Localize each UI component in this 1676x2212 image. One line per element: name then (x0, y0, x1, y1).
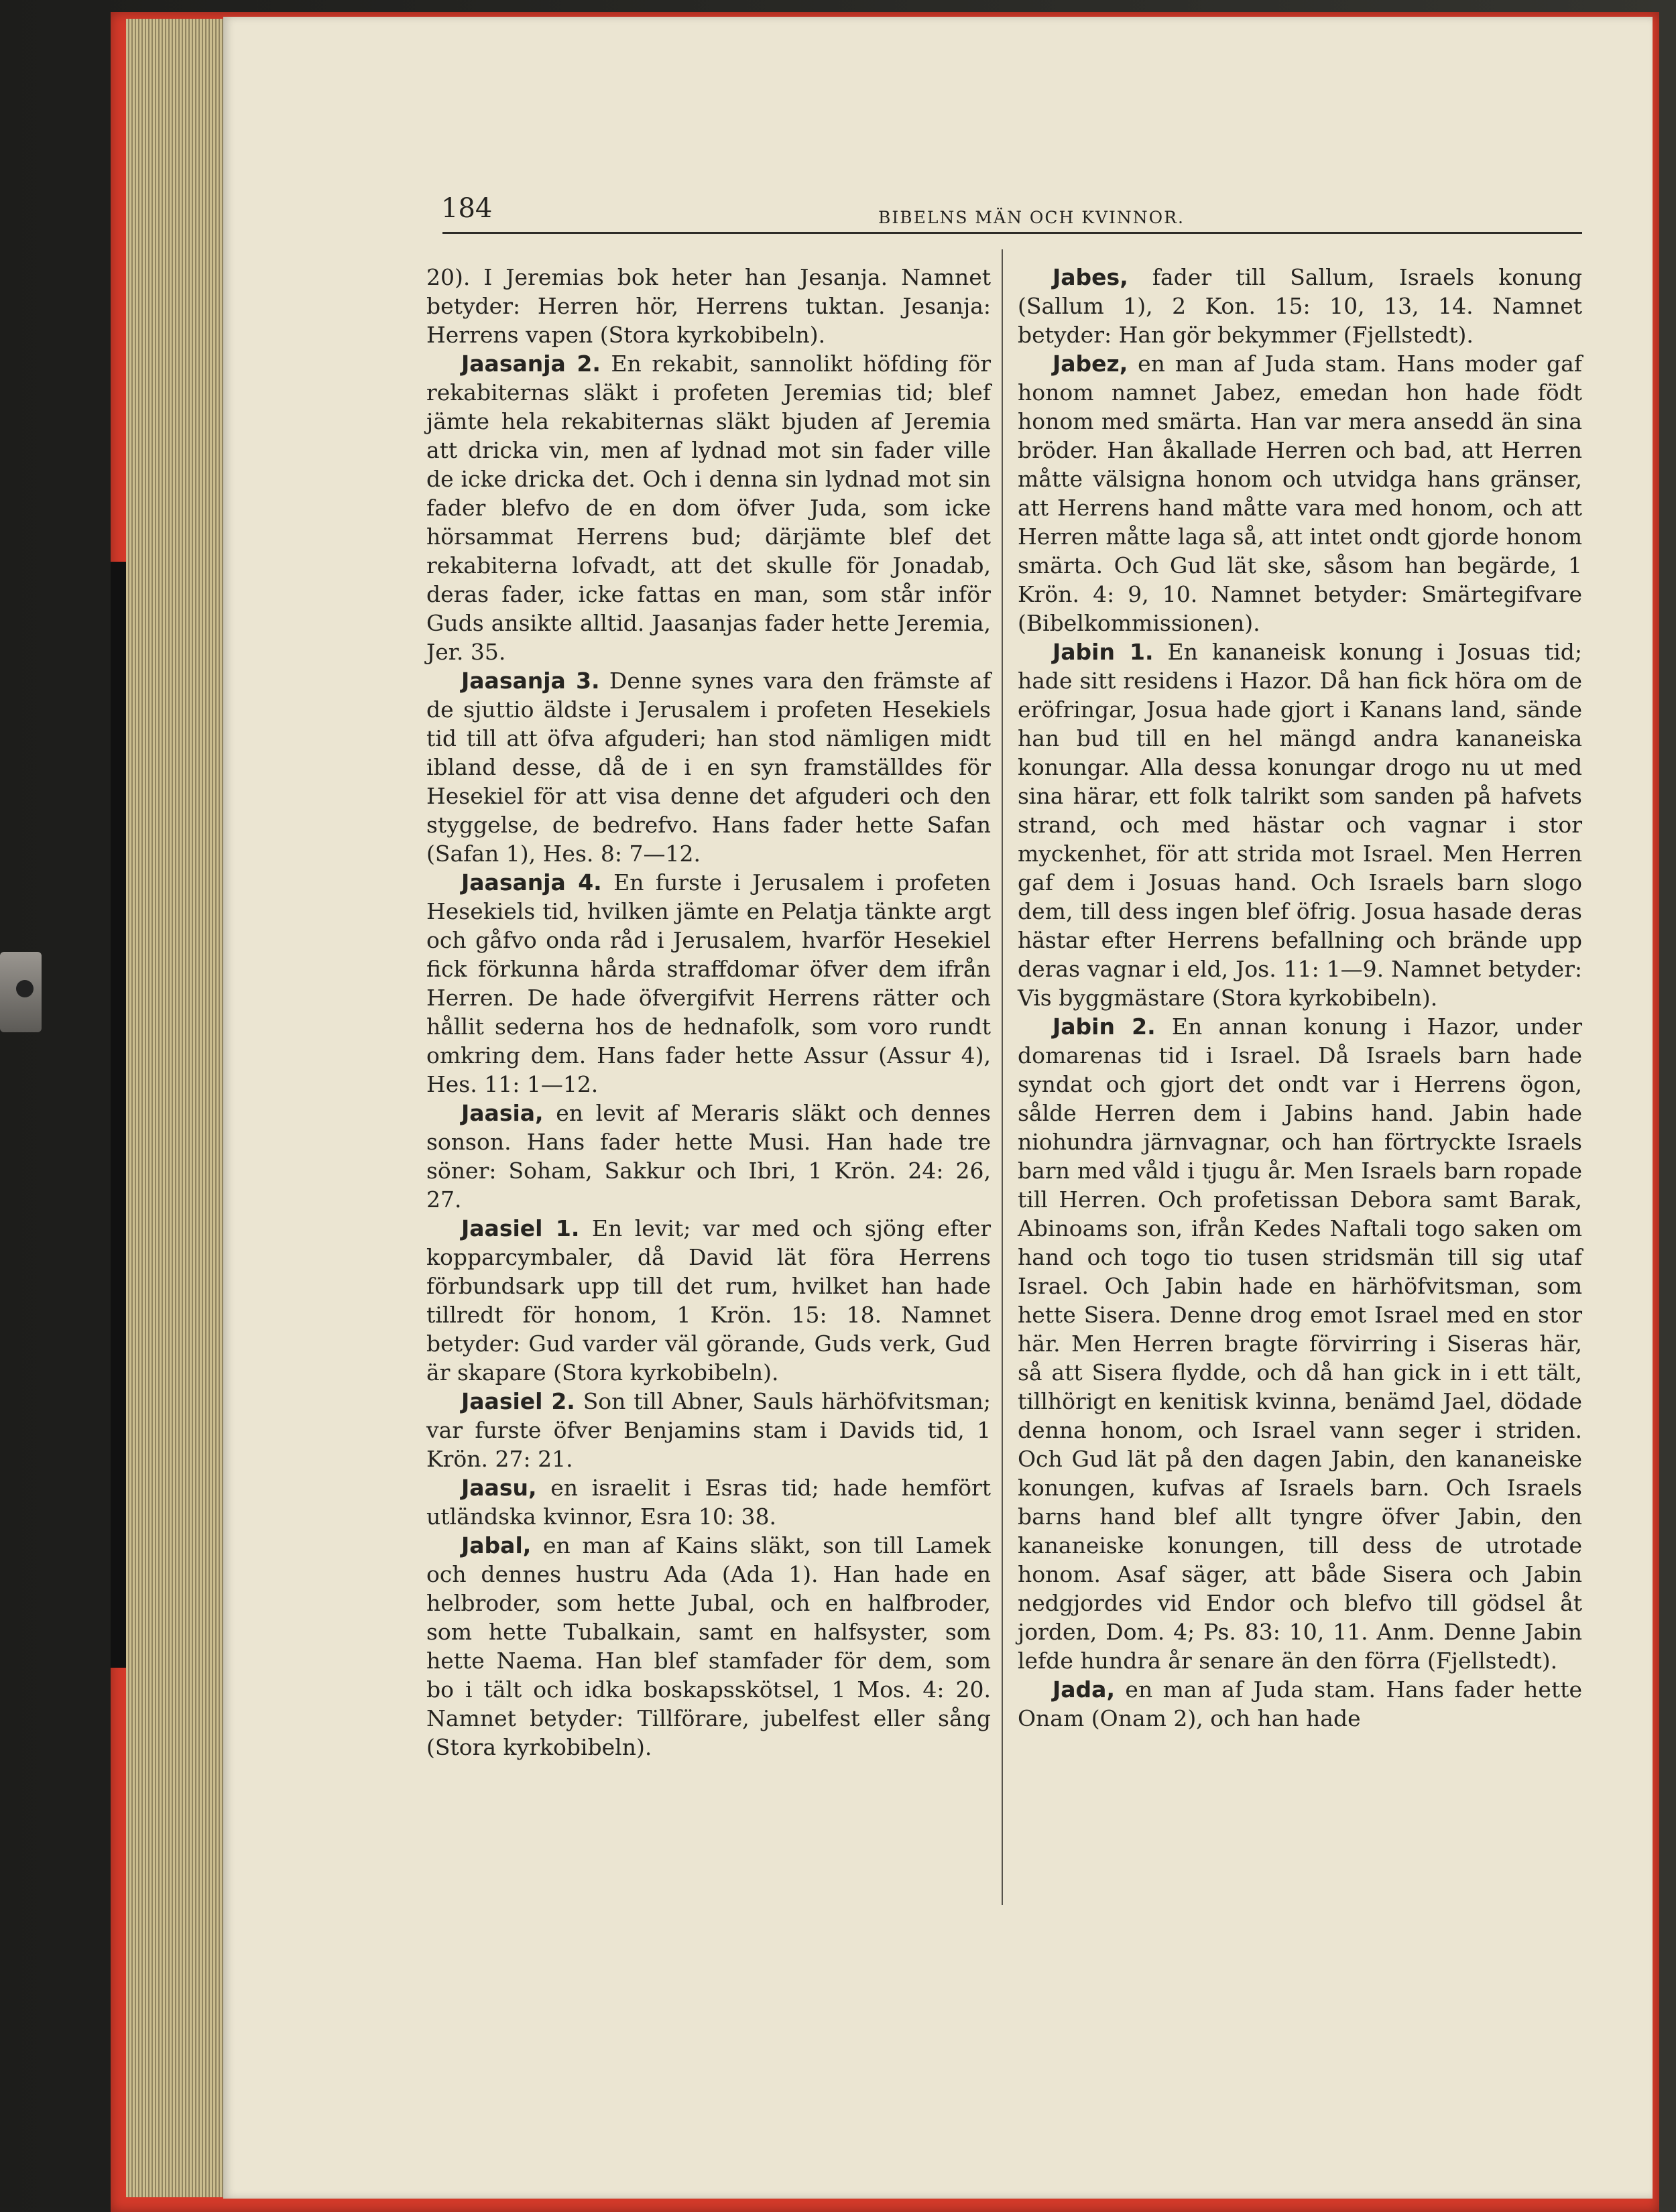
entry-headword: Jabes, (1053, 264, 1128, 290)
entry (1018, 349, 1582, 637)
entry (426, 349, 991, 666)
entry-text: En annan konung i Hazor, under domarenas tid i Israel. Då Israels barn hade syndat och gjort det ondt var i Herrens ögon, sålde Herren dem i Jabins hand. Jabin hade niohundra järnvagnar, och han förtryckte Israels barn med våld i tjugu år. Men Israels barn ropade till Herren. Och profetissan Debora samt Barak, Abinoams son, ifrån Kedes Naftali togo saken om hand och togo tio tusen stridsmän till sig utaf Israel. Och Jabin hade en härhöfvitsman, som hette Sisera. Denne drog emot Israel med en stor här. Men Herren bragte förvirring i Siseras här, så att Sisera flydde, och då han gick in i ett tält, tillhörigt en kenitisk kvinna, benämd Jael, dödade denna honom, och Israel vann seger i striden. Och Gud lät på den dagen Jabin, den kananeiske konungen, kufvas af Israels barn. Och Israels barns hand blef allt tyngre öfver Jabin, den kananeiske konungen, till dess de utrotade honom. Asaf säger, att både Sisera och Jabin nedgjordes vid Endor och blefvo till gödsel åt jorden, Dom. 4; Ps. 83: 10, 11. Anm. Denne Jabin lefde hundra år senare än den förra (Fjellstedt). (1018, 1013, 1582, 1674)
entry (1018, 637, 1582, 1012)
entry-text: en man af Kains släkt, son till Lamek och dennes hustru Ada (Ada 1). Han hade en helbroder, som hette Jubal, och en halfbroder, som hette Tubalkain, samt en halfsyster, som hette Naema. Han blef stamfader för dem, som bo i tält och idka boskapsskötsel, 1 Mos. 4: 20. Namnet betyder: Tillförare, jubelfest eller sång (Stora kyrkobibeln). (426, 1532, 991, 1760)
entry (426, 1473, 991, 1531)
entry (426, 1214, 991, 1387)
page-number: 184 (441, 193, 493, 224)
page-edges (126, 19, 223, 2197)
entry-text: fader till Sallum, Israels konung (Sallum 1), 2 Kon. 15: 10, 13, 14. Namnet betyder: Han gör bekymmer (Fjellstedt). (1018, 264, 1583, 348)
entry-headword: Jaasanja 4. (461, 869, 602, 896)
entry-headword: Jaasia, (461, 1100, 544, 1126)
entry-text: En furste i Jerusalem i profeten Hesekiels tid, hvilken jämte en Pelatja tänkte argt och gåfvo onda råd i Jerusalem, hvarför Hesekiel fick förkunna hårda straffdomar öfver dem ifrån Herren. De hade öfvergifvit Herrens rätter och hållit sederna hos de hednafolk, som voro rundt omkring dem. Hans fader hette Assur (Assur 4), Hes. 11: 1—12. (426, 869, 991, 1097)
header-rule (442, 232, 1582, 234)
entry (1018, 1675, 1582, 1733)
entry-headword: Jaasu, (461, 1475, 537, 1501)
entry-text: Son till Abner, Sauls härhöfvitsman; var furste öfver Benjamins stam i Davids tid, 1 Krön. 27: 21. (426, 1388, 991, 1472)
entry-text: en man af Juda stam. Hans moder gaf honom namnet Jabez, emedan hon hade födt honom med smärta. Han var mera ansedd än sina bröder. Han åkallade Herren och bad, att Herren måtte välsigna honom och utvidga hans gränser, att Herrens hand måtte vara med honom, och att Herren måtte laga så, att intet ondt gjorde honom smärta. Och Gud lät ske, såsom han begärde, 1 Krön. 4: 9, 10. Namnet betyder: Smärtegifvare (Bibelkommissionen). (1018, 351, 1582, 636)
entry-headword: Jaasiel 1. (461, 1215, 580, 1241)
entry-text: en levit af Meraris släkt och dennes sonson. Hans fader hette Musi. Han hade tre söner: Soham, Sakkur och Ibri, 1 Krön. 24: 26, 27. (426, 1100, 991, 1213)
entry-headword: Jabez, (1053, 351, 1128, 377)
entry (1018, 263, 1582, 349)
entry (426, 263, 991, 349)
entry-headword: Jaasanja 3. (461, 668, 600, 694)
entry (426, 1387, 991, 1473)
entry-headword: Jabin 1. (1053, 639, 1154, 665)
entry (426, 666, 991, 868)
entry (426, 1531, 991, 1762)
entry-headword: Jada, (1053, 1676, 1115, 1703)
entry-headword: Jabal, (461, 1532, 532, 1558)
right-column (1018, 263, 1582, 1733)
entry-text: En levit; var med och sjöng efter kopparcymbaler, då David lät föra Herrens förbundsark upp till det rum, hvilket han hade tillredt för honom, 1 Krön. 15: 18. Namnet betyder: Gud varder väl görande, Guds verk, Gud är skapare (Stora kyrkobibeln). (426, 1215, 991, 1386)
entry-headword: Jaasiel 2. (461, 1388, 575, 1414)
entry-headword: Jaasanja 2. (461, 351, 601, 377)
entry-text: 20). I Jeremias bok heter han Jesanja. Namnet betyder: Herren hör, Herrens tuktan. Jesanja: Herrens vapen (Stora kyrkobibeln). (426, 264, 991, 348)
entry-headword: Jabin 2. (1053, 1013, 1156, 1040)
clip-hole (16, 980, 34, 997)
entry-text: Denne synes vara den främste af de sjuttio äldste i Jerusalem i profeten Hesekiels tid till att öfva afguderi; han stod nämligen midt ibland desse, då de i en syn framställdes för Hesekiel för att visa denne det afguderi och den styggelse, de bedrefvo. Hans fader hette Safan (Safan 1), Hes. 8: 7—12. (426, 668, 991, 867)
running-head: BIBELNS MÄN OCH KVINNOR. (878, 208, 1185, 227)
entry (426, 1099, 991, 1214)
entry (1018, 1012, 1582, 1675)
entry-text: en israelit i Esras tid; hade hemfört utländska kvinnor, Esra 10: 38. (426, 1475, 991, 1530)
entry-text: En rekabit, sannolikt höfding för rekabiternas släkt i profeten Jeremias tid; blef jämte hela rekabiternas släkt bjuden af Jeremia att dricka vin, men af lydnad mot sin fader ville de icke dricka det. Och i denna sin lydnad mot sin fader blefvo de en dom öfver Juda, som icke hörsammat Herrens bud; därjämte blef det rekabiterna lofvadt, att det skulle för Jonadab, deras fader, icke fattas en man, som står inför Guds ansikte alltid. Jaasanjas fader hette Jeremia, Jer. 35. (426, 351, 991, 665)
column-divider (1002, 249, 1003, 1905)
entry (426, 868, 991, 1099)
entry-text: en man af Juda stam. Hans fader hette Onam (Onam 2), och han hade (1018, 1676, 1583, 1731)
entry-text: En kananeisk konung i Josuas tid; hade sitt residens i Hazor. Då han fick höra om de eröfringar, Josua hade gjort i Kanans land, sände han bud till en hel mängd andra kananeiska konungar. Alla dessa konungar drogo nu ut med sina härar, ett folk talrikt som sanden på hafvets strand, och med hästar och vagnar i stor myckenhet, för att strida mot Israel. Men Herren gaf dem i Josuas hand. Och Israels barn slogo dem, till dess ingen blef öfrig. Josua hasade deras hästar efter Herrens befallning och brände upp deras vagnar i eld, Jos. 11: 1—9. Namnet betyder: Vis byggmästare (Stora kyrkobibeln). (1018, 639, 1582, 1011)
left-column (426, 263, 991, 1762)
